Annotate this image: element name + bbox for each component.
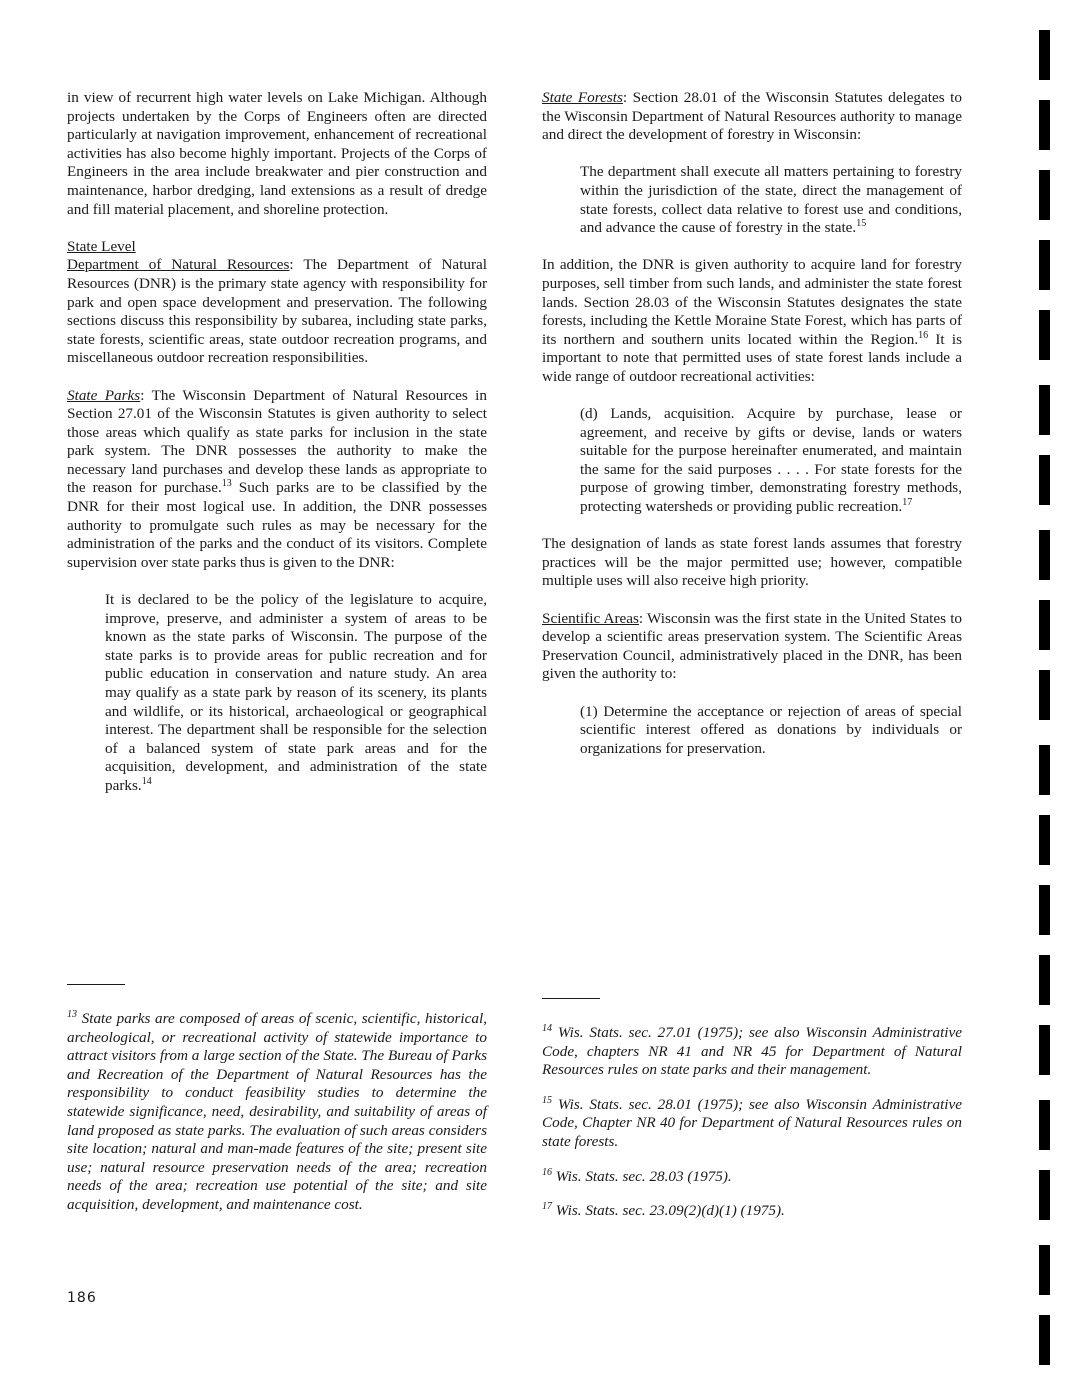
dnr-forest-paragraph: In addition, the DNR is given authority to acquire land for forestry purposes, sell timber from such lands, and administer the state forest lands. Section 28.03 of the Wisconsin Statutes designates the state forests, including the Kettle Moraine State Forest, which has parts of its northern and southern units located within the Region.$^{16}$ It is important to note that permitted uses of state forest lands include a wide range of outdoor recreational activities: (542, 256, 962, 385)
scientific-areas-heading: Scientific Areas (542, 609, 639, 627)
state-level-section (67, 238, 487, 368)
registration-mark (1039, 1100, 1050, 1150)
registration-mark (1039, 885, 1050, 935)
lands-acquisition-quote: (d) Lands, acquisition. Acquire by purchase, lease or agreement, and receive by gifts or devise, lands or waters suitable for the purpose hereinafter enumerated, and maintain the same for the said purposes . . . . For state forests for the purpose of growing timber, demonstrating forestry methods, protecting watersheds or providing public recreation.$^{17}$ (580, 405, 962, 516)
registration-mark (1039, 1315, 1050, 1365)
right-column (542, 89, 962, 777)
state-forests-heading: State Forests (542, 89, 623, 106)
state-forests-text: : Section 28.01 of the Wisconsin Statutes delegates to the Wisconsin Department of Natural Resources authority to manage and direct the development of forestry in Wisconsin: (542, 89, 962, 144)
registration-mark (1039, 455, 1050, 505)
registration-mark (1039, 1245, 1050, 1295)
registration-mark (1039, 240, 1050, 290)
registration-mark (1039, 170, 1050, 220)
dnr-text: : The Department of Natural Resources (DNR) is the primary state agency with responsibility for park and open space development and preservation. The following sections discuss this responsibility by subarea, including state parks, state forests, scientific areas, state outdoor recreation programs, and miscellaneous outdoor recreation responsibilities. (67, 256, 487, 367)
left-column (67, 89, 487, 814)
footnote-17: $^{17}$ Wis. Stats. sec. 23.09(2)(d)(1) (1975). (542, 1201, 785, 1220)
intro-paragraph: in view of recurrent high water levels on Lake Michigan. Although projects undertaken by the Corps of Engineers often are directed particularly at navigation improvement, enhancement of recreational activities has also become highly important. Projects of the Corps of Engineers in the area include breakwater and pier construction and maintenance, harbor dredging, land extensions as a result of dredge and fill material placement, and shoreline protection. (67, 89, 487, 218)
registration-mark (1039, 745, 1050, 795)
scientific-areas-paragraph: Scientific Areas: Wisconsin was the first state in the United States to develop a scientific areas preservation system. The Scientific Areas Preservation Council, administratively placed in the DNR, has been given the authority to: (542, 609, 963, 683)
registration-mark (1039, 1025, 1050, 1075)
state-parks-text-a: : The Wisconsin Department of Natural Resources in Section 27.01 of the Wisconsin Statutes is given authority to select those areas which qualify as state parks for inclusion in the state park system. The DNR possesses the authority to make the necessary land purchases and develop these lands as appropriate to the reason for purchase. (67, 386, 487, 497)
registration-mark (1039, 955, 1050, 1005)
state-level-heading: State Level (67, 237, 136, 255)
dnr-heading: Department of Natural Resources (67, 256, 290, 274)
footnote-ref-15: 15 (856, 218, 867, 230)
footnote-13: $^{13}$ State parks are composed of areas of scenic, scientific, historical, archeological, or recreational activity of statewide importance to attract visitors from a large section of the State. The Bureau of Parks and Recreation of the Department of Natural Resources has the responsibility to conduct feasibility studies to determine the statewide significance, need, desirability, and suitability of areas of land proposed as state parks. The evaluation of such areas considers site location; natural and man-made features of the site; present site use; natural resource preservation needs of the area; recreation needs of the area; recreation use potential of the site; and site acquisition, development, and maintenance cost. (67, 1009, 488, 1213)
right-footnote-rule (542, 998, 600, 999)
registration-mark (1039, 310, 1050, 360)
state-parks-paragraph (67, 387, 487, 573)
footnote-ref-14: 14 (141, 775, 152, 787)
registration-mark (1039, 530, 1050, 580)
state-parks-heading: State Parks (67, 386, 141, 404)
left-footnotes (67, 1010, 487, 1231)
registration-mark (1039, 1170, 1050, 1220)
registration-mark (1039, 670, 1050, 720)
footnote-ref-17: 17 (902, 497, 913, 509)
forestry-quote: The department shall execute all matters pertaining to forestry within the jurisdiction of the state, direct the management of state forests, collect data relative to forest use and conditions, and advance the cause of forestry in the state.$^{15}$ (580, 163, 962, 237)
registration-marks (1036, 0, 1056, 1380)
footnote-ref-16: 16 (918, 329, 929, 341)
right-footnotes (542, 1024, 962, 1237)
state-forests-paragraph (542, 89, 962, 145)
footnote-14: $^{14}$ Wis. Stats. sec. 27.01 (1975); see also Wisconsin Administrative Code, chapters NR 41 and NR 45 for Department of Natural Resources rules on state parks and their management. (542, 1023, 962, 1079)
state-parks-quote: It is declared to be the policy of the legislature to acquire, improve, preserve, and administer a system of areas to be known as the state parks of Wisconsin. The purpose of the state parks is to provide areas for public recreation and for public education in conservation and nature study. An area may qualify as a state park by reason of its scenery, its plants and wildlife, or its historical, archaeological or geographical interest. The department shall be responsible for the selection of a balanced system of state park areas and for the acquisition, development, and administration of the state parks.$^{14}$ (105, 591, 487, 794)
footnote-16: $^{16}$ Wis. Stats. sec. 28.03 (1975). (542, 1166, 732, 1185)
designation-paragraph: The designation of lands as state forest lands assumes that forestry practices will be the major permitted use; however, compatible multiple uses will also receive high priority. (542, 535, 962, 590)
registration-mark (1039, 30, 1050, 80)
state-parks-text-b: Such parks are to be classified by the DNR for their most logical use. In addition, the DNR possesses authority to promulgate such rules as may be necessary for the administration of the parks and the conduct of its visitors. Complete supervision over state parks thus is given to the DNR: (67, 479, 487, 571)
scientific-quote: (1) Determine the acceptance or rejection of areas of special scientific interest offered as donations by individuals or organizations for preservation. (580, 702, 962, 757)
registration-mark (1039, 385, 1050, 435)
footnote-15: $^{15}$ Wis. Stats. sec. 28.01 (1975); see also Wisconsin Administrative Code, Chapter NR 40 for Department of Natural Resources rules on state forests. (542, 1094, 962, 1150)
footnote-ref-13: 13 (221, 478, 232, 490)
registration-mark (1039, 100, 1050, 150)
page-number: 186 (67, 1290, 97, 1306)
registration-mark (1039, 815, 1050, 865)
left-footnote-rule (67, 984, 125, 985)
registration-mark (1039, 600, 1050, 650)
